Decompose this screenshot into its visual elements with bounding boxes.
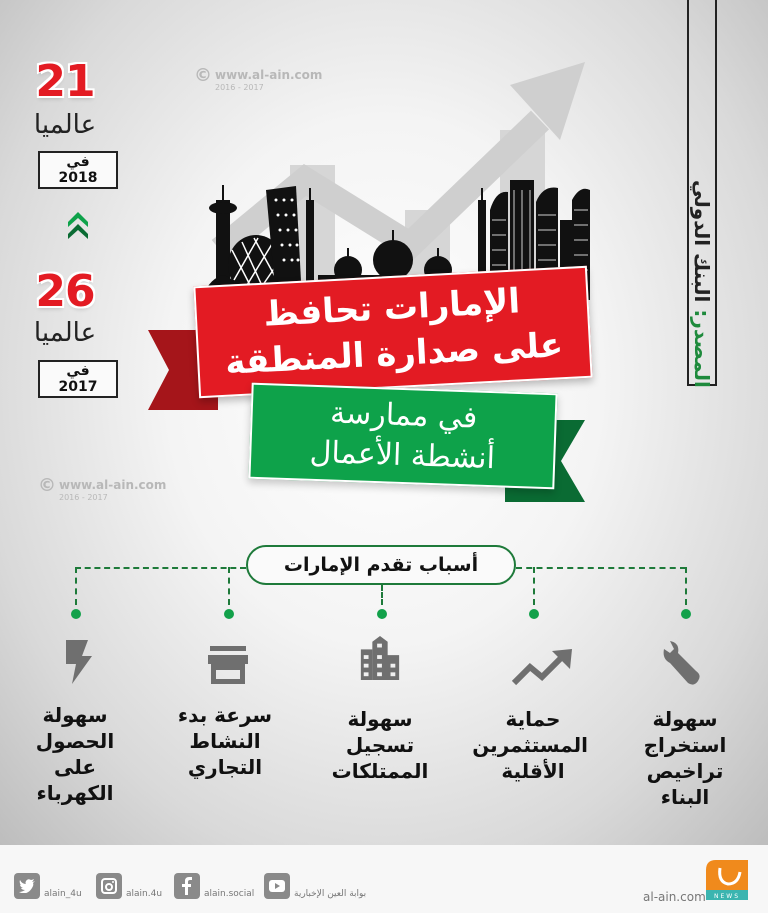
youtube-icon [264,873,290,899]
rank-2017-value: 26 [35,266,95,317]
source-attribution [690,128,714,388]
connector-drop [685,567,687,605]
rank-2018-value: 21 [35,56,95,107]
connector-dot [529,609,539,619]
rank-2017-label: عالميا [33,318,97,348]
trending-up-icon [512,645,574,689]
connector-dot [377,609,387,619]
connector-dot [71,609,81,619]
instagram-icon [96,873,122,899]
connector-drop [75,567,77,605]
subheadline-line-1: في ممارسة [329,395,478,436]
connector-drop [533,567,535,605]
reason-protect-investors: حماية المستثمرين الأقلية [472,707,588,783]
wrench-icon [660,641,700,685]
reason-start-business: سرعة بدء النشاط التجاري [177,703,273,779]
social-facebook[interactable] [174,873,254,899]
source-label: المصدر: [690,309,714,388]
youtube-channel: بوابة العين الإخبارية [294,889,367,899]
headline-line-1: الإمارات تحافظ [262,281,521,335]
connector-drop [228,567,230,605]
connector-drop [381,585,383,605]
reasons-title: أسباب تقدم الإمارات [246,545,516,585]
double-chevron-up-icon [68,212,88,240]
headline-red-banner [193,266,592,398]
connector-dot [224,609,234,619]
watermark-top: © www.al-ain.com 2016 - 2017 [194,65,323,92]
facebook-handle: alain.social [204,889,255,899]
reason-construction-permits: سهولة استخراج تراخيص البناء [643,707,727,809]
storefront-icon [208,644,248,688]
connector-right [516,567,686,569]
logo-news-text: NEWS [713,893,741,900]
headline-green-banner [248,383,557,490]
social-youtube[interactable] [264,873,366,899]
reason-register-property: سهولة تسجيل الممتلكات [331,707,429,783]
rank-2017-year: في 2017 [38,360,118,398]
subheadline-line-2: أنشطة الأعمال [309,434,496,477]
lightning-bolt-icon [60,640,100,684]
social-instagram[interactable] [96,873,162,899]
rank-2018-label: عالميا [33,110,97,140]
reason-electricity: سهولة الحصول على الكهرباء [35,703,115,805]
social-twitter[interactable] [14,873,82,899]
headline-line-2: على صدارة المنطقة [224,325,565,383]
facebook-icon [174,873,200,899]
twitter-icon [14,873,40,899]
connector-left [75,567,246,569]
al-ain-news-logo [706,860,748,900]
watermark-bottom: © www.al-ain.com 2016 - 2017 [38,475,167,502]
connector-dot [681,609,691,619]
twitter-handle: alain_4u [44,889,82,899]
building-icon [360,636,400,680]
source-value: البنك الدولي [690,180,714,303]
rank-2018-year: في 2018 [38,151,118,189]
instagram-handle: alain.4u [126,889,163,899]
site-url[interactable]: al-ain.com [643,890,706,904]
